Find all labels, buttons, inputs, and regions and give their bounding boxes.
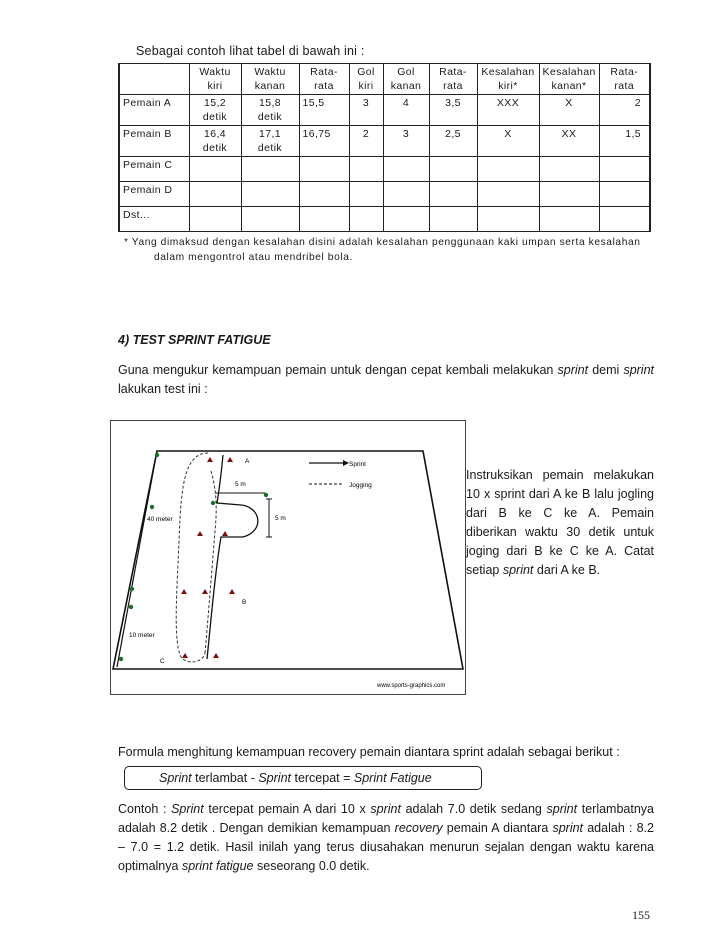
row-label: Pemain C [119, 157, 189, 182]
table-row [119, 182, 650, 207]
label-5m-top: 5 m [235, 481, 246, 488]
table-cell: 17,1 detik [241, 126, 299, 157]
page-number: 155 [632, 908, 650, 922]
label-a: A [245, 458, 250, 465]
header-cell: Waktu kiri [189, 64, 241, 95]
table-row [119, 126, 650, 157]
row-label: Pemain A [119, 95, 189, 126]
row-label: Pemain B [119, 126, 189, 157]
table-cell: X [539, 95, 599, 126]
legend-jogging: Jogging [349, 482, 372, 489]
footnote-line: dalam mengontrol atau mendribel bola. [154, 252, 353, 263]
paragraph-intro: Guna mengukur kemampuan pemain untuk dengan cepat kembali melakukan sprint demi sprint lakukan test ini : [118, 363, 655, 396]
table-cell: 3,5 [429, 95, 477, 126]
table-cell: XXX [477, 95, 539, 126]
label-5m-side: 5 m [275, 515, 286, 522]
header-cell: Kesalahan kiri* [477, 64, 539, 95]
label-c: C [160, 658, 165, 665]
paragraph-example: Contoh : Sprint tercepat pemain A dari 10 x sprint adalah 7.0 detik sedang sprint terlambatnya adalah 8.2 detik . Dengan demikian kemampuan recovery pemain A diantara sprint adalah : 8.2 – 7.0 = 1.2 detik. Hasil inilah yang terus diusahakan menurun sejalan dengan waktu karena optimalnya sprint fatigue seseorang 0.0 detik. [118, 802, 654, 873]
table-cell: X [477, 126, 539, 157]
table-header-row [119, 64, 650, 95]
table-cell: 1,5 [599, 126, 650, 157]
legend-sprint: Sprint [349, 461, 366, 468]
label-10m: 10 meter [129, 632, 155, 639]
table-cell: 15,2 detik [189, 95, 241, 126]
cone-markers [181, 457, 235, 658]
section-title: 4) TEST SPRINT FATIGUE [118, 333, 271, 347]
table-cell: 15,8 detik [241, 95, 299, 126]
credit: www.sports-graphics.com [377, 683, 446, 689]
table-cell: 3 [383, 126, 429, 157]
header-cell: Waktu kanan [241, 64, 299, 95]
header-cell: Rata- rata [429, 64, 477, 95]
table-cell: 16,75 [299, 126, 349, 157]
intro-text: Sebagai contoh lihat tabel di bawah ini : [136, 44, 365, 58]
header-cell: Gol kiri [349, 64, 383, 95]
table-cell: 3 [349, 95, 383, 126]
row-label: Pemain D [119, 182, 189, 207]
label-40m: 40 meter [147, 516, 173, 523]
header-cell: Kesalahan kanan* [539, 64, 599, 95]
field-drawing [111, 421, 465, 694]
table-cell: 2 [599, 95, 650, 126]
sprint-diagram [110, 420, 466, 695]
row-label: Dst... [119, 207, 189, 232]
footnote-line: * Yang dimaksud dengan kesalahan disini adalah kesalahan penggunaan kaki umpan serta kesalahan [124, 237, 641, 248]
header-cell: Rata- rata [599, 64, 650, 95]
table-cell: 2 [349, 126, 383, 157]
table-row [119, 207, 650, 232]
header-cell: Rata- rata [299, 64, 349, 95]
table-row [119, 95, 650, 126]
table-cell: XX [539, 126, 599, 157]
formula-intro: Formula menghitung kemampuan recovery pemain diantara sprint adalah sebagai berikut : [118, 745, 620, 759]
table-cell: 4 [383, 95, 429, 126]
table-footnote [124, 235, 654, 265]
table-cell: 2,5 [429, 126, 477, 157]
header-cell: Gol kanan [383, 64, 429, 95]
instruction-text: Instruksikan pemain melakukan 10 x sprint dari A ke B lalu jogling dari B ke C ke A. Pemain diberikan waktu 30 detik untuk joging dari B ke C ke A. Catat setiap sprint dari A ke B. [466, 468, 654, 577]
table-cell: 15,5 [299, 95, 349, 126]
score-table [118, 63, 651, 232]
header-cell [119, 64, 189, 95]
formula-box: Sprint terlambat - Sprint tercepat = Sprint Fatigue [124, 766, 482, 790]
table-cell: 16,4 detik [189, 126, 241, 157]
table-row [119, 157, 650, 182]
label-b: B [242, 599, 247, 606]
